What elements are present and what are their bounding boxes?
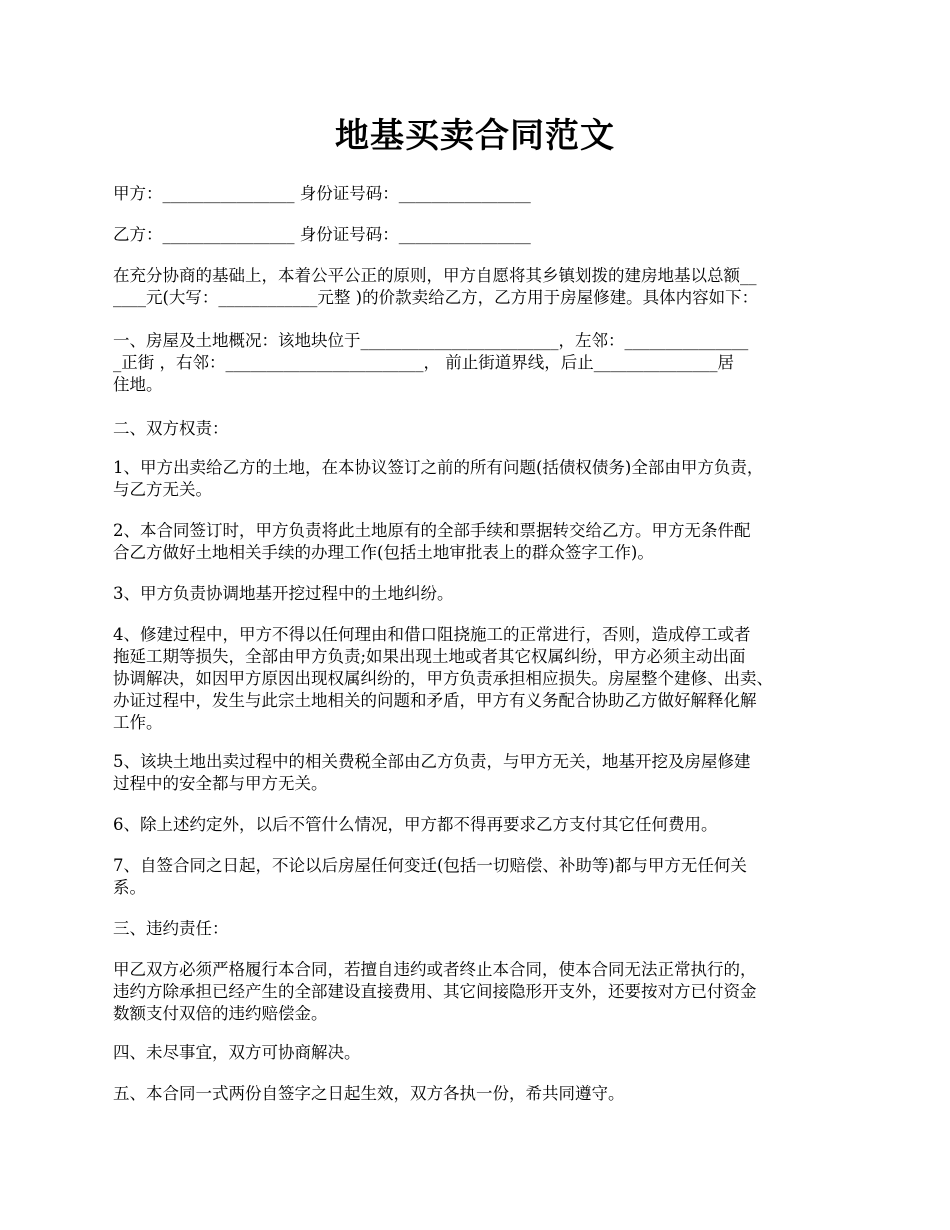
clause-4 <box>113 624 841 734</box>
clause-line: 6、除上述约定外，以后不管什么情况，甲方都不得再要求乙方支付其它任何费用。 <box>113 815 718 834</box>
party-a-line <box>113 183 841 205</box>
section-2-heading: 二、双方权责： <box>113 419 229 438</box>
party-a-id-label: 身份证号码： <box>294 184 399 203</box>
clause-line: 5、该块土地出卖过程中的相关费税全部由乙方负责，与甲方无关，地基开挖及房屋修建 <box>113 752 751 771</box>
party-a-id-blank: ________________ <box>398 184 531 203</box>
section-3-heading: 三、违约责任： <box>113 919 229 938</box>
party-b-line <box>113 224 841 246</box>
clause-line: 7、自签合同之日起，不论以后房屋任何变迁(包括一切赔偿、补助等)都与甲方无任何关 <box>113 856 747 875</box>
party-a-blank: ________________ <box>162 184 295 203</box>
intro-paragraph <box>113 265 841 309</box>
clause-line: 与乙方无关。 <box>113 480 212 499</box>
section-1-line: _正街 ，右邻：________________________， 前止街道界线，后止_______________居 <box>113 353 734 372</box>
clause-1 <box>113 457 841 501</box>
clause-line: 系。 <box>113 878 146 897</box>
section-4-paragraph: 四、未尽事宜，双方可协商解决。 <box>113 1043 361 1062</box>
clause-5 <box>113 751 841 795</box>
clause-line: 办证过程中，发生与此宗土地相关的问题和矛盾，甲方有义务配合协助乙方做好解释化解 <box>113 691 757 710</box>
clause-7 <box>113 855 841 899</box>
clause-6 <box>113 814 841 836</box>
intro-line: 在充分协商的基础上，本着公平公正的原则，甲方自愿将其乡镇划拨的建房地基以总额__ <box>113 266 757 285</box>
breach-line: 数额支付双倍的违约赔偿金。 <box>113 1004 328 1023</box>
party-b-label: 乙方： <box>113 225 163 244</box>
party-a-label: 甲方： <box>113 184 163 203</box>
clause-line: 拖延工期等损失，全部由甲方负责;如果出现土地或者其它权属纠纷，甲方必须主动出面 <box>113 647 746 666</box>
clause-line: 合乙方做好土地相关手续的办理工作(包括土地审批表上的群众签字工作)。 <box>113 543 654 562</box>
section-1-line: 住地。 <box>113 375 163 394</box>
party-b-blank: ________________ <box>162 225 295 244</box>
intro-line: ____元(大写：____________元整 )的价款卖给乙方，乙方用于房屋修建。具体内容如下： <box>113 288 759 307</box>
breach-paragraph <box>113 959 841 1025</box>
clause-line: 协调解决，如因甲方原因出现权属纠纷的，甲方负责承担相应损失。房屋整个建修、出卖、 <box>113 669 773 688</box>
breach-line: 甲乙双方必须严格履行本合同，若擅自违约或者终止本合同，使本合同无法正常执行的， <box>113 960 757 979</box>
clause-line: 2、本合同签订时，甲方负责将此土地原有的全部手续和票据转交给乙方。甲方无条件配 <box>113 521 751 540</box>
clause-line: 过程中的安全都与甲方无关。 <box>113 774 328 793</box>
clause-line: 3、甲方负责协调地基开挖过程中的土地纠纷。 <box>113 584 454 603</box>
section-5-paragraph: 五、本合同一式两份自签字之日起生效，双方各执一份，希共同遵守。 <box>113 1084 625 1103</box>
clause-line: 1、甲方出卖给乙方的土地，在本协议签订之前的所有问题(括债权债务)全部由甲方负责， <box>113 458 764 477</box>
clause-2 <box>113 520 841 564</box>
section-1-line: 一、房屋及土地概况：该地块位于________________________，左邻：_______________ <box>113 331 749 350</box>
clause-3 <box>113 583 841 605</box>
clause-line: 工作。 <box>113 713 163 732</box>
section-1-paragraph <box>113 330 841 396</box>
document-title: 地基买卖合同范文 <box>335 116 615 156</box>
party-b-id-blank: ________________ <box>398 225 531 244</box>
party-b-id-label: 身份证号码： <box>294 225 399 244</box>
breach-line: 违约方除承担已经产生的全部建设直接费用、其它间接隐形开支外，还要按对方已付资金 <box>113 982 757 1001</box>
clause-line: 4、修建过程中，甲方不得以任何理由和借口阻挠施工的正常进行，否则，造成停工或者 <box>113 625 751 644</box>
